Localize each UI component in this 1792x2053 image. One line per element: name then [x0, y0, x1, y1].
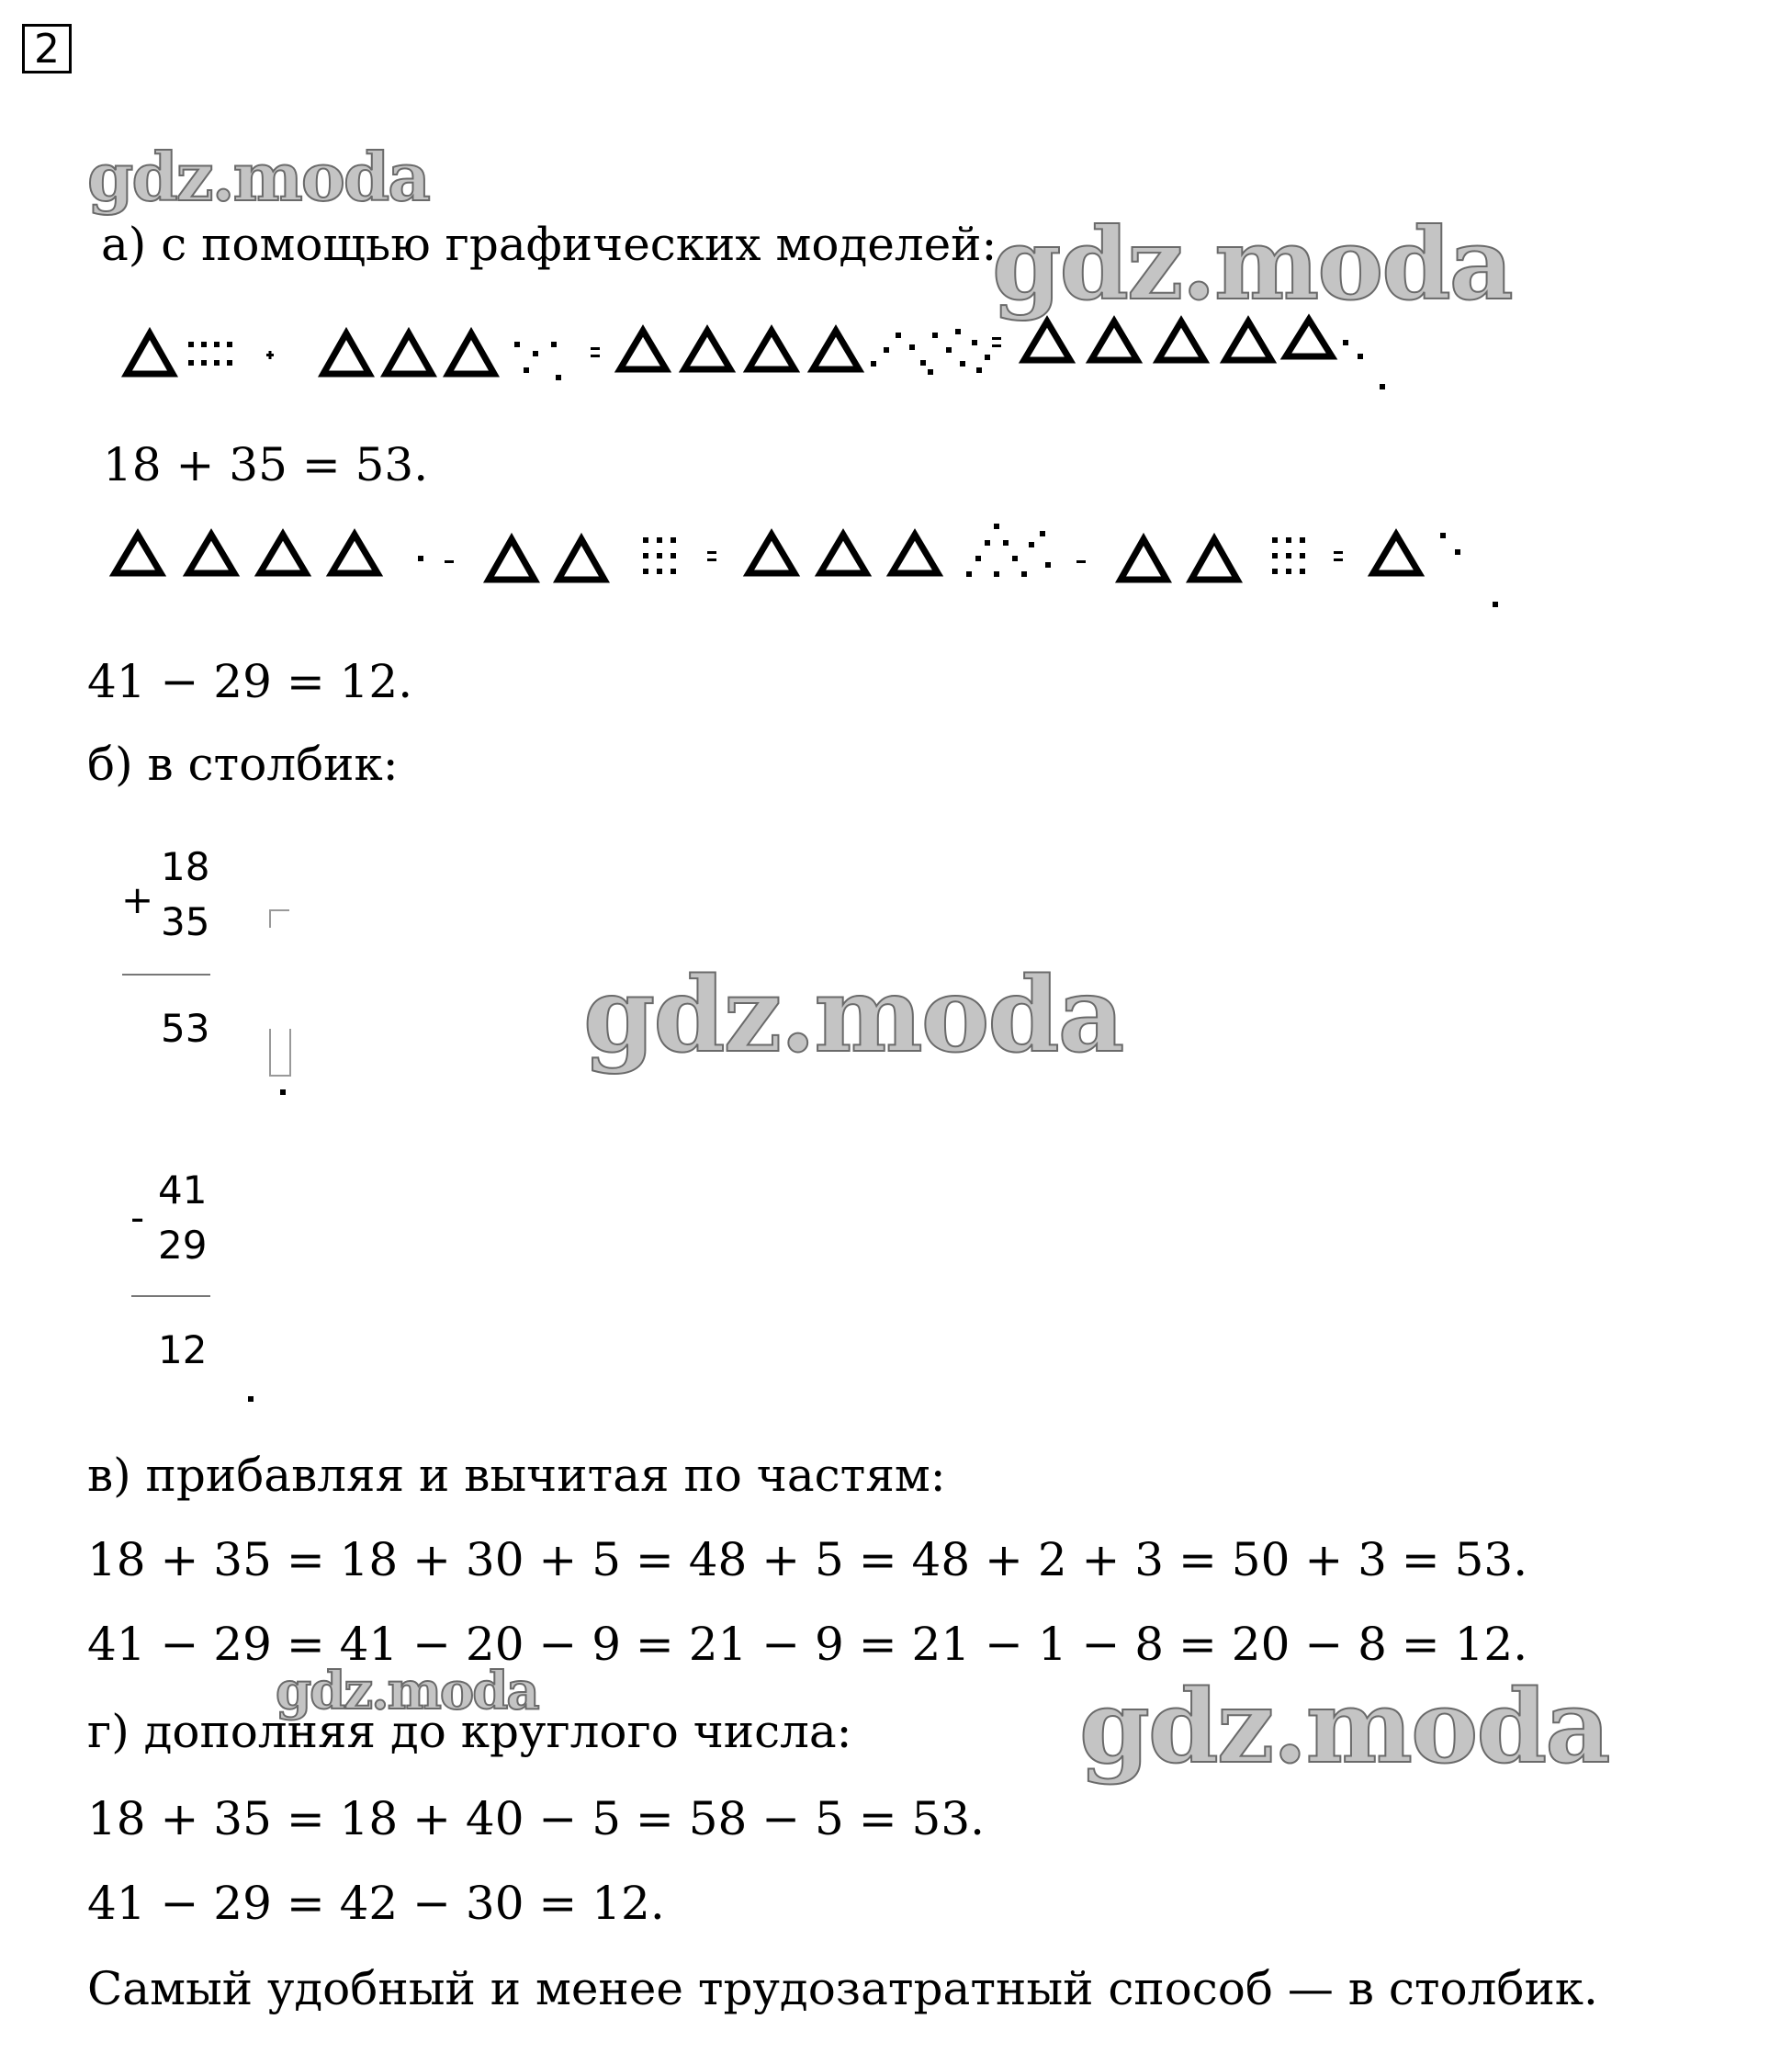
ten-triangle-icon: [260, 535, 306, 573]
watermark: gdz.moda: [276, 1661, 538, 1721]
ten-triangle-icon: [188, 535, 234, 573]
section-g-line2: 41 − 29 = 42 − 30 = 12.: [87, 1877, 665, 1930]
model-sub-equation: 41 − 29 = 12.: [87, 655, 413, 708]
watermark: gdz.moda: [87, 138, 429, 216]
watermark: gdz.moda: [1079, 1667, 1609, 1786]
section-g-label: г) дополняя до круглого числа:: [87, 1705, 852, 1758]
column-sub-rule: [131, 1295, 210, 1297]
column-sub-top: 41: [158, 1168, 208, 1213]
subtraction-graphic-model: [0, 0, 1792, 625]
section-v-line2: 41 − 29 = 41 − 20 − 9 = 21 − 9 = 21 − 1 − 8 = 20 − 8 = 12.: [87, 1618, 1528, 1671]
period-dot: [248, 1396, 254, 1402]
column-add-result: 53: [161, 1006, 210, 1051]
column-add-sign: +: [121, 877, 154, 922]
ten-triangle-icon: [1373, 535, 1419, 573]
ten-triangle-icon: [1191, 539, 1237, 580]
ten-triangle-icon: [558, 539, 604, 580]
placeholder-corner: [269, 1029, 291, 1077]
task-number: 2: [22, 24, 72, 73]
ten-triangle-icon: [820, 535, 866, 573]
column-sub-sign: -: [130, 1195, 145, 1240]
placeholder-corner: [269, 909, 289, 928]
watermark: gdz.moda: [583, 955, 1123, 1076]
ten-triangle-icon: [332, 535, 378, 573]
column-add-top: 18: [161, 844, 210, 889]
ten-triangle-icon: [749, 535, 795, 573]
watermark: gdz.moda: [992, 207, 1512, 322]
column-add-bottom: 35: [161, 899, 210, 944]
ten-triangle-icon: [115, 535, 161, 573]
section-a-label: а) с помощью графических моделей:: [101, 218, 997, 271]
column-sub-result: 12: [158, 1327, 208, 1372]
ten-triangle-icon: [1121, 539, 1166, 580]
ten-triangle-icon: [489, 539, 535, 580]
column-sub-bottom: 29: [158, 1223, 208, 1268]
section-g-line1: 18 + 35 = 18 + 40 − 5 = 58 − 5 = 53.: [87, 1792, 986, 1845]
period-dot: [280, 1089, 286, 1095]
conclusion-text: Самый удобный и менее трудозатратный способ — в столбик.: [87, 1962, 1598, 2015]
section-v-label: в) прибавляя и вычитая по частям:: [87, 1449, 946, 1502]
model-add-equation: 18 + 35 = 53.: [103, 438, 429, 491]
section-b-label: б) в столбик:: [87, 738, 399, 791]
column-add-rule: [122, 974, 210, 976]
section-v-line1: 18 + 35 = 18 + 30 + 5 = 48 + 5 = 48 + 2 + 3 = 50 + 3 = 53.: [87, 1533, 1528, 1586]
ten-triangle-icon: [892, 535, 938, 573]
